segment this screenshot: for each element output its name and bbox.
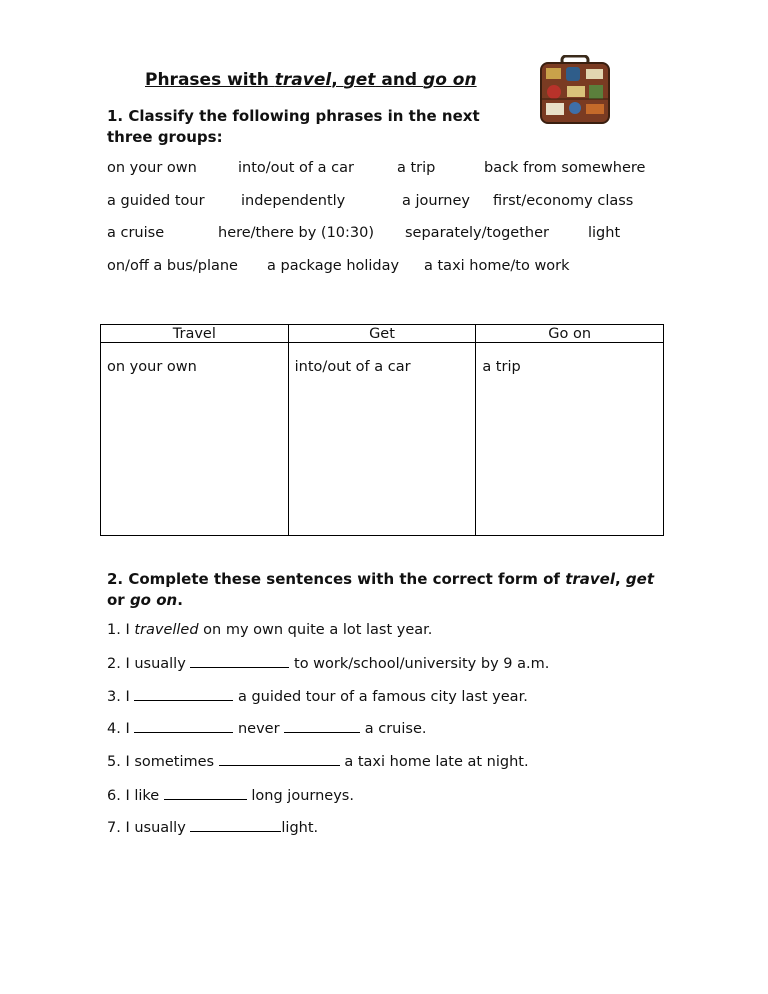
phrase: independently: [241, 193, 346, 209]
phrase: a taxi home/to work: [424, 258, 570, 274]
page-title: Phrases with travel, get and go on: [145, 70, 477, 90]
section-2-heading: 2. Complete these sentences with the correct form of travel, get or go on.: [107, 570, 654, 609]
classification-table: [100, 324, 664, 536]
phrase: light: [588, 225, 621, 241]
phrase: back from somewhere: [484, 160, 646, 176]
phrase: separately/together: [405, 225, 549, 241]
answer-blank[interactable]: [219, 753, 340, 766]
table-cell-travel: on your own: [101, 343, 289, 536]
answer-blank[interactable]: [284, 720, 360, 733]
sentence-2: 2. I usually to work/school/university by 9 a.m.: [107, 656, 550, 672]
answer-blank[interactable]: [190, 819, 281, 832]
table-cell-go-on: a trip: [476, 343, 664, 536]
phrase: a package holiday: [267, 258, 400, 274]
phrase: on your own: [107, 160, 197, 176]
column-header-go-on: Go on: [476, 325, 664, 343]
sentence-7: 7. I usually light.: [107, 820, 319, 836]
phrase: a trip: [397, 160, 436, 176]
answer-blank[interactable]: [134, 720, 233, 733]
phrase: into/out of a car: [238, 160, 354, 176]
table-cell-get: into/out of a car: [288, 343, 476, 536]
phrase: first/economy class: [493, 193, 634, 209]
answer-blank[interactable]: [164, 787, 247, 800]
sentence-5: 5. I sometimes a taxi home late at night.: [107, 754, 529, 770]
phrase: on/off a bus/plane: [107, 258, 238, 274]
sentence-3: 3. I a guided tour of a famous city last year.: [107, 689, 528, 705]
column-header-get: Get: [288, 325, 476, 343]
answer-blank[interactable]: [190, 655, 289, 668]
column-header-travel: Travel: [101, 325, 289, 343]
sentence-1: 1. I travelled on my own quite a lot last year.: [107, 622, 433, 638]
section-1-heading: 1. Classify the following phrases in the next three groups:: [107, 107, 480, 146]
phrase: a cruise: [107, 225, 165, 241]
phrase: here/there by (10:30): [218, 225, 375, 241]
phrase: a journey: [402, 193, 470, 209]
suitcase-icon: [538, 55, 612, 127]
sentence-6: 6. I like long journeys.: [107, 788, 354, 804]
answer-blank[interactable]: [134, 688, 233, 701]
phrase: a guided tour: [107, 193, 205, 209]
sentence-4: 4. I never a cruise.: [107, 721, 427, 737]
